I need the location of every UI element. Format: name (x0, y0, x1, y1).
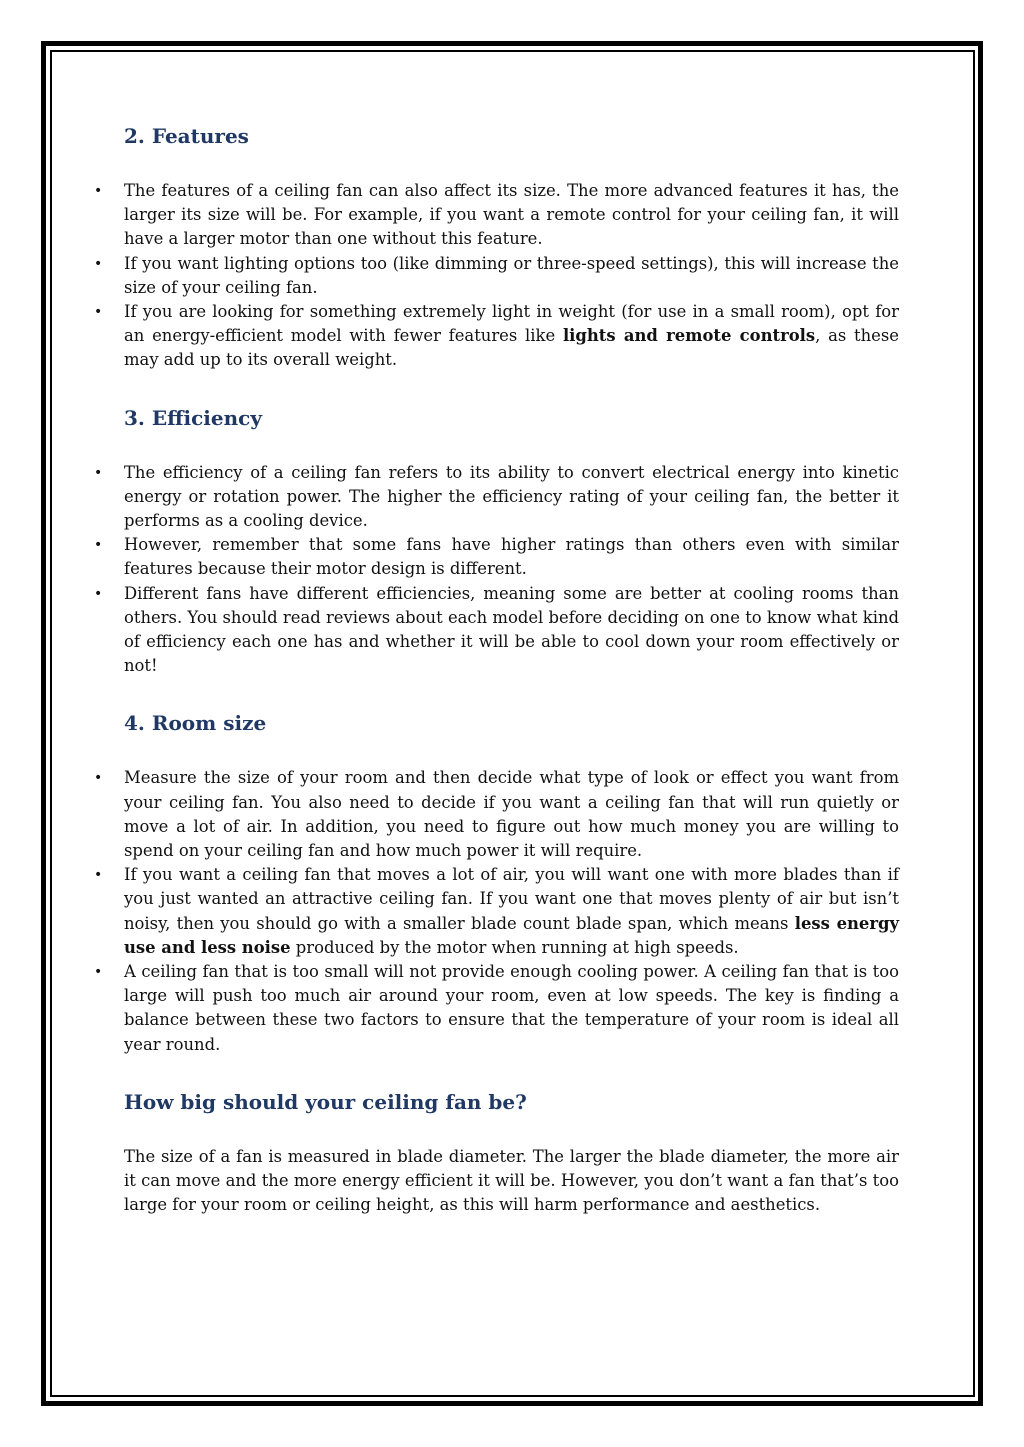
section-heading: How big should your ceiling fan be? (124, 1089, 527, 1114)
bullet-list (84, 766, 899, 1056)
list-item: • The efficiency of a ceiling fan refers to its ability to convert electrical energy into kinetic energy or rotation power. The higher the efficiency rating of your ceiling fan, the better it performs as a cooling device. (84, 461, 899, 534)
section-room-size (84, 709, 899, 1056)
document-body (84, 122, 899, 1249)
section-how-big (84, 1088, 899, 1218)
list-item: • A ceiling fan that is too small will not provide enough cooling power. A ceiling fan that is too large will push too much air around your room, even at low speeds. The key is finding a balance between these two factors to ensure that the temperature of your room is ideal all year round. (84, 960, 899, 1057)
bold-phrase: less energy use and less noise (124, 913, 899, 957)
bold-phrase: lights and remote controls (562, 326, 816, 346)
list-item: • If you want a ceiling fan that moves a lot of air, you will want one with more blades than if you just wanted an attractive ceiling fan. If you want one that moves plenty of air but isn’t noisy, then you should go with a smaller blade count blade span, which means less energy use and less noise produced by the motor when running at high speeds. (84, 863, 899, 960)
section-heading: 4. Room size (124, 711, 267, 736)
section-efficiency (84, 404, 899, 679)
bullet-list (84, 179, 899, 373)
section-heading: 3. Efficiency (124, 405, 262, 430)
body-paragraph: The size of a fan is measured in blade diameter. The larger the blade diameter, the more air it can move and the more energy efficient it will be. However, you don’t want a fan that’s too large for your room or ceiling height, as this will harm performance and aesthetics. (124, 1146, 899, 1215)
bullet-list (84, 461, 899, 679)
list-item: • If you are looking for something extremely light in weight (for use in a small room), opt for an energy-efficient model with fewer features like lights and remote controls, as these may add up to its overall weight. (84, 300, 899, 373)
list-item: • Measure the size of your room and then decide what type of look or effect you want from your ceiling fan. You also need to decide if you want a ceiling fan that will run quietly or move a lot of air. In addition, you need to figure out how much money you are willing to spend on your ceiling fan and how much power it will require. (84, 766, 899, 863)
list-item: • However, remember that some fans have higher ratings than others even with similar features because their motor design is different. (84, 533, 899, 581)
list-item: • The features of a ceiling fan can also affect its size. The more advanced features it has, the larger its size will be. For example, if you want a remote control for your ceiling fan, it will have a larger motor than one without this feature. (84, 179, 899, 252)
list-item: • Different fans have different efficiencies, meaning some are better at cooling rooms than others. You should read reviews about each model before deciding on one to know what kind of efficiency each one has and whether it will be able to cool down your room effectively or not! (84, 582, 899, 679)
section-features (84, 122, 899, 373)
list-item: • If you want lighting options too (like dimming or three-speed settings), this will increase the size of your ceiling fan. (84, 252, 899, 300)
section-heading: 2. Features (124, 124, 249, 148)
